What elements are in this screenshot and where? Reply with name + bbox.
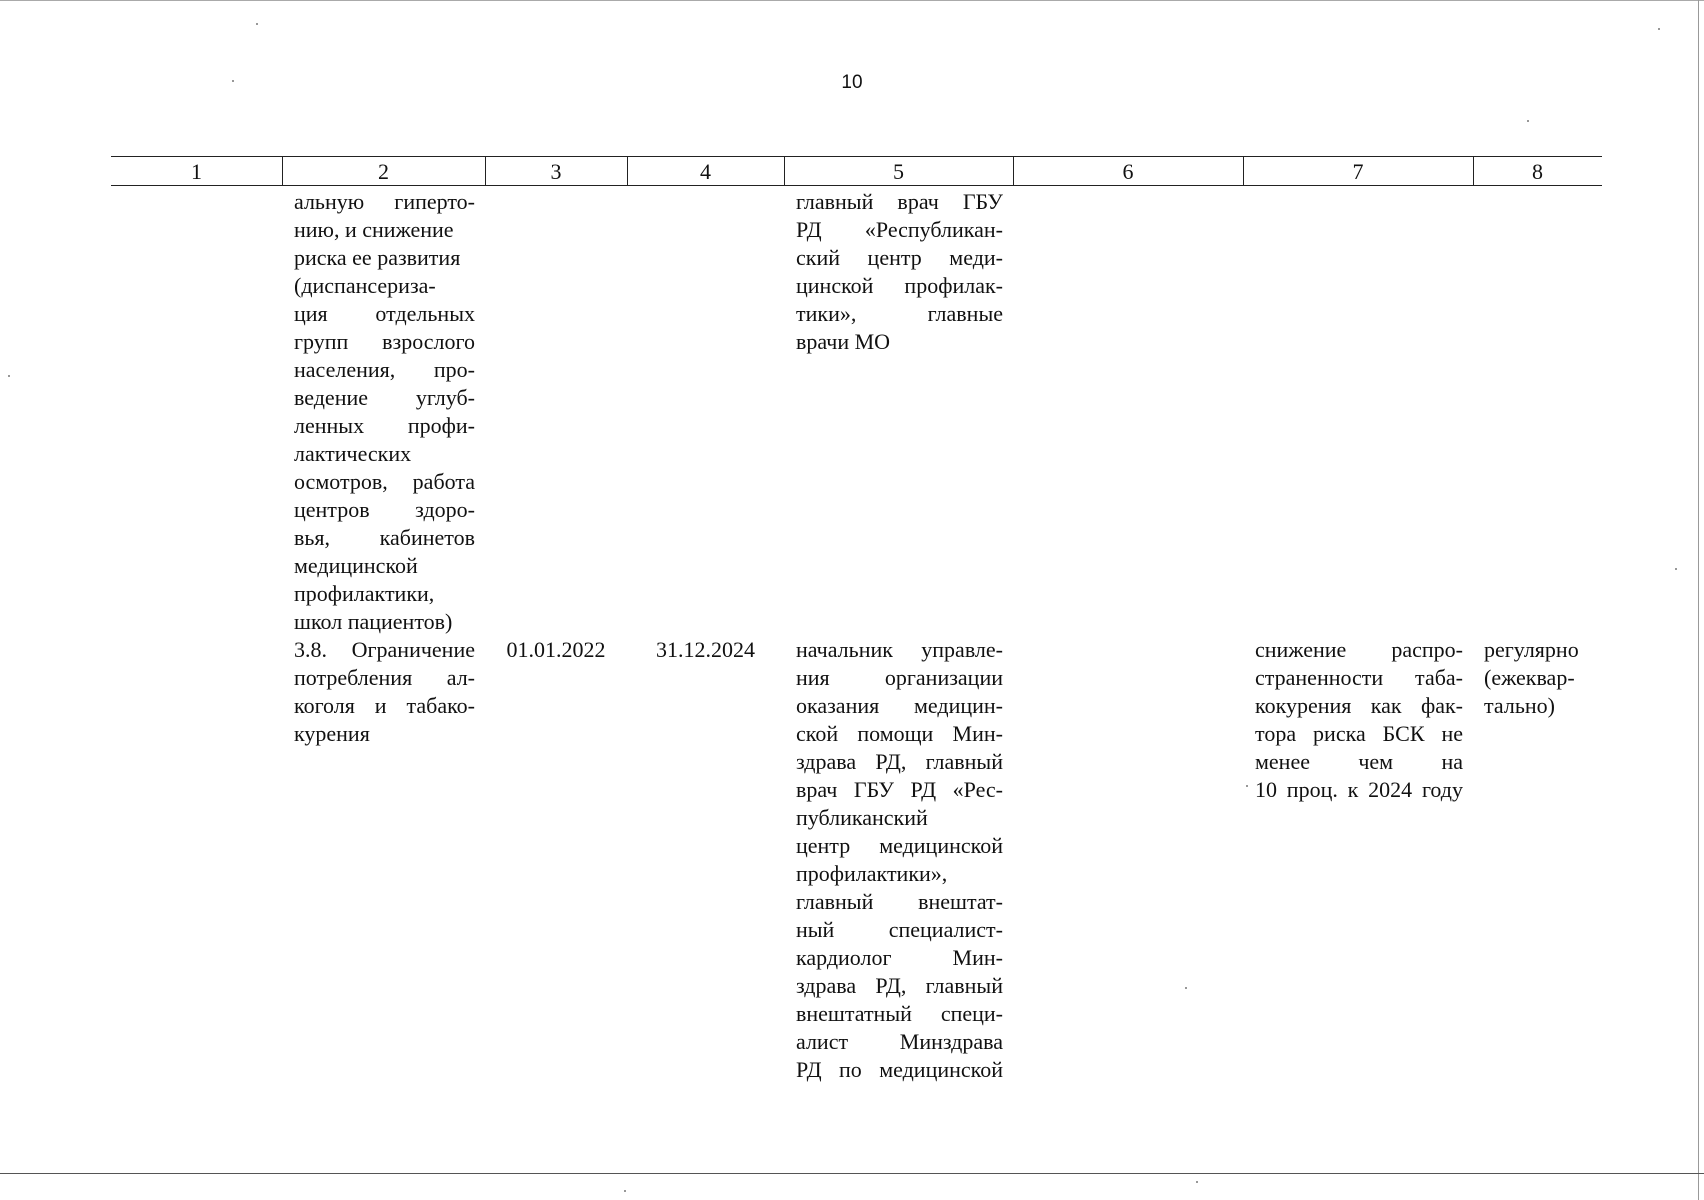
cell-line: (ежеквар-: [1484, 665, 1575, 690]
measure-3-8-cell: [294, 636, 475, 748]
cell-line: оказания медицин-: [796, 693, 1003, 718]
cell-line: осмотров, работа: [294, 469, 475, 494]
cell-line: снижение распро-: [1255, 637, 1463, 662]
end-date-cell: 31.12.2024: [656, 637, 755, 662]
cell-line: школ пациентов): [294, 609, 453, 634]
page-right-edge: [1698, 0, 1699, 1200]
cell-line: публиканский: [796, 805, 928, 830]
cell-line: альную гиперто-: [294, 189, 475, 214]
scan-speck: [256, 23, 258, 25]
page-top-edge: [0, 0, 1704, 1]
scan-speck: [1246, 785, 1248, 787]
cell-line: профилактики»,: [796, 861, 948, 886]
column-header-6: 6: [1122, 159, 1134, 184]
cell-line: ния организации: [796, 665, 1003, 690]
scan-speck: [1658, 28, 1660, 30]
scan-speck: [232, 80, 234, 82]
cell-line: кокурения как фак-: [1255, 693, 1463, 718]
frequency-3-8-cell: [1484, 636, 1596, 720]
cell-line: начальник управле-: [796, 637, 1003, 662]
indicator-3-8-cell: [1255, 636, 1463, 804]
cell-line: кардиолог Мин-: [796, 945, 1003, 970]
cell-line: врачи МО: [796, 329, 891, 354]
column-header-3: 3: [550, 159, 562, 184]
column-header-1: 1: [191, 159, 202, 184]
cell-line: коголя и табако-: [294, 693, 475, 718]
cell-line: алист Минздрава: [796, 1029, 1003, 1054]
cell-line: вья, кабинетов: [294, 525, 475, 550]
column-header-4: 4: [700, 159, 711, 184]
cell-line: центр медицинской: [796, 833, 1003, 858]
cell-line: регулярно: [1484, 637, 1579, 662]
scan-speck: [1185, 987, 1187, 989]
cell-line: тально): [1484, 693, 1555, 718]
column-header-8: 8: [1532, 159, 1543, 184]
cell-line: РД «Республикан-: [796, 217, 1003, 242]
cell-line: групп взрослого: [294, 329, 475, 354]
cell-line: главный внештат-: [796, 889, 1003, 914]
cell-line: главный врач ГБУ: [796, 189, 1003, 214]
cell-line: ция отдельных: [294, 301, 475, 326]
cell-line: нию, и снижение: [294, 217, 454, 242]
cell-line: (диспансериза-: [294, 273, 436, 298]
cell-line: внештатный специ-: [796, 1001, 1003, 1026]
responsible-3-8-cell: [796, 636, 1003, 1084]
page-bottom-rule: [0, 1173, 1704, 1174]
scan-speck: [1675, 568, 1677, 570]
scan-speck: [8, 375, 10, 377]
continued-measure-cell: [294, 188, 475, 636]
table-top-rule: [111, 156, 1602, 157]
cell-line: ведение углуб-: [294, 385, 475, 410]
cell-line: ской помощи Мин-: [796, 721, 1003, 746]
cell-line: центров здоро-: [294, 497, 475, 522]
table-header-bottom-rule: [111, 185, 1602, 186]
cell-line: РД по медицинской: [796, 1057, 1003, 1082]
cell-line: ный специалист-: [796, 917, 1003, 942]
cell-line: потребления ал-: [294, 665, 475, 690]
cell-line: здрава РД, главный: [796, 749, 1003, 774]
scan-speck: [1527, 120, 1529, 122]
continued-responsible-cell: [796, 188, 1003, 356]
cell-line: ленных профи-: [294, 413, 475, 438]
cell-line: 3.8. Ограничение: [294, 637, 475, 662]
scan-speck: [624, 1190, 626, 1192]
column-header-7: 7: [1352, 159, 1364, 184]
cell-line: медицинской: [294, 553, 418, 578]
cell-line: страненности таба-: [1255, 665, 1463, 690]
start-date-cell: 01.01.2022: [506, 637, 606, 662]
cell-line: населения, про-: [294, 357, 475, 382]
cell-line: 10 проц. к 2024 году: [1255, 777, 1463, 802]
cell-line: врач ГБУ РД «Рес-: [796, 777, 1003, 802]
column-header-5: 5: [893, 159, 904, 184]
cell-line: цинской профилак-: [796, 273, 1003, 298]
cell-line: лактических: [294, 441, 412, 466]
cell-line: здрава РД, главный: [796, 973, 1003, 998]
page-number: 10: [841, 72, 863, 93]
cell-line: тики», главные: [796, 301, 1003, 326]
cell-line: курения: [294, 721, 370, 746]
cell-line: риска ее развития: [294, 245, 461, 270]
scan-speck: [1196, 1181, 1198, 1183]
column-header-2: 2: [378, 159, 389, 184]
cell-line: тора риска БСК не: [1255, 721, 1463, 746]
cell-line: ский центр меди-: [796, 245, 1003, 270]
cell-line: профилактики,: [294, 581, 435, 606]
cell-line: менее чем на: [1255, 749, 1463, 774]
